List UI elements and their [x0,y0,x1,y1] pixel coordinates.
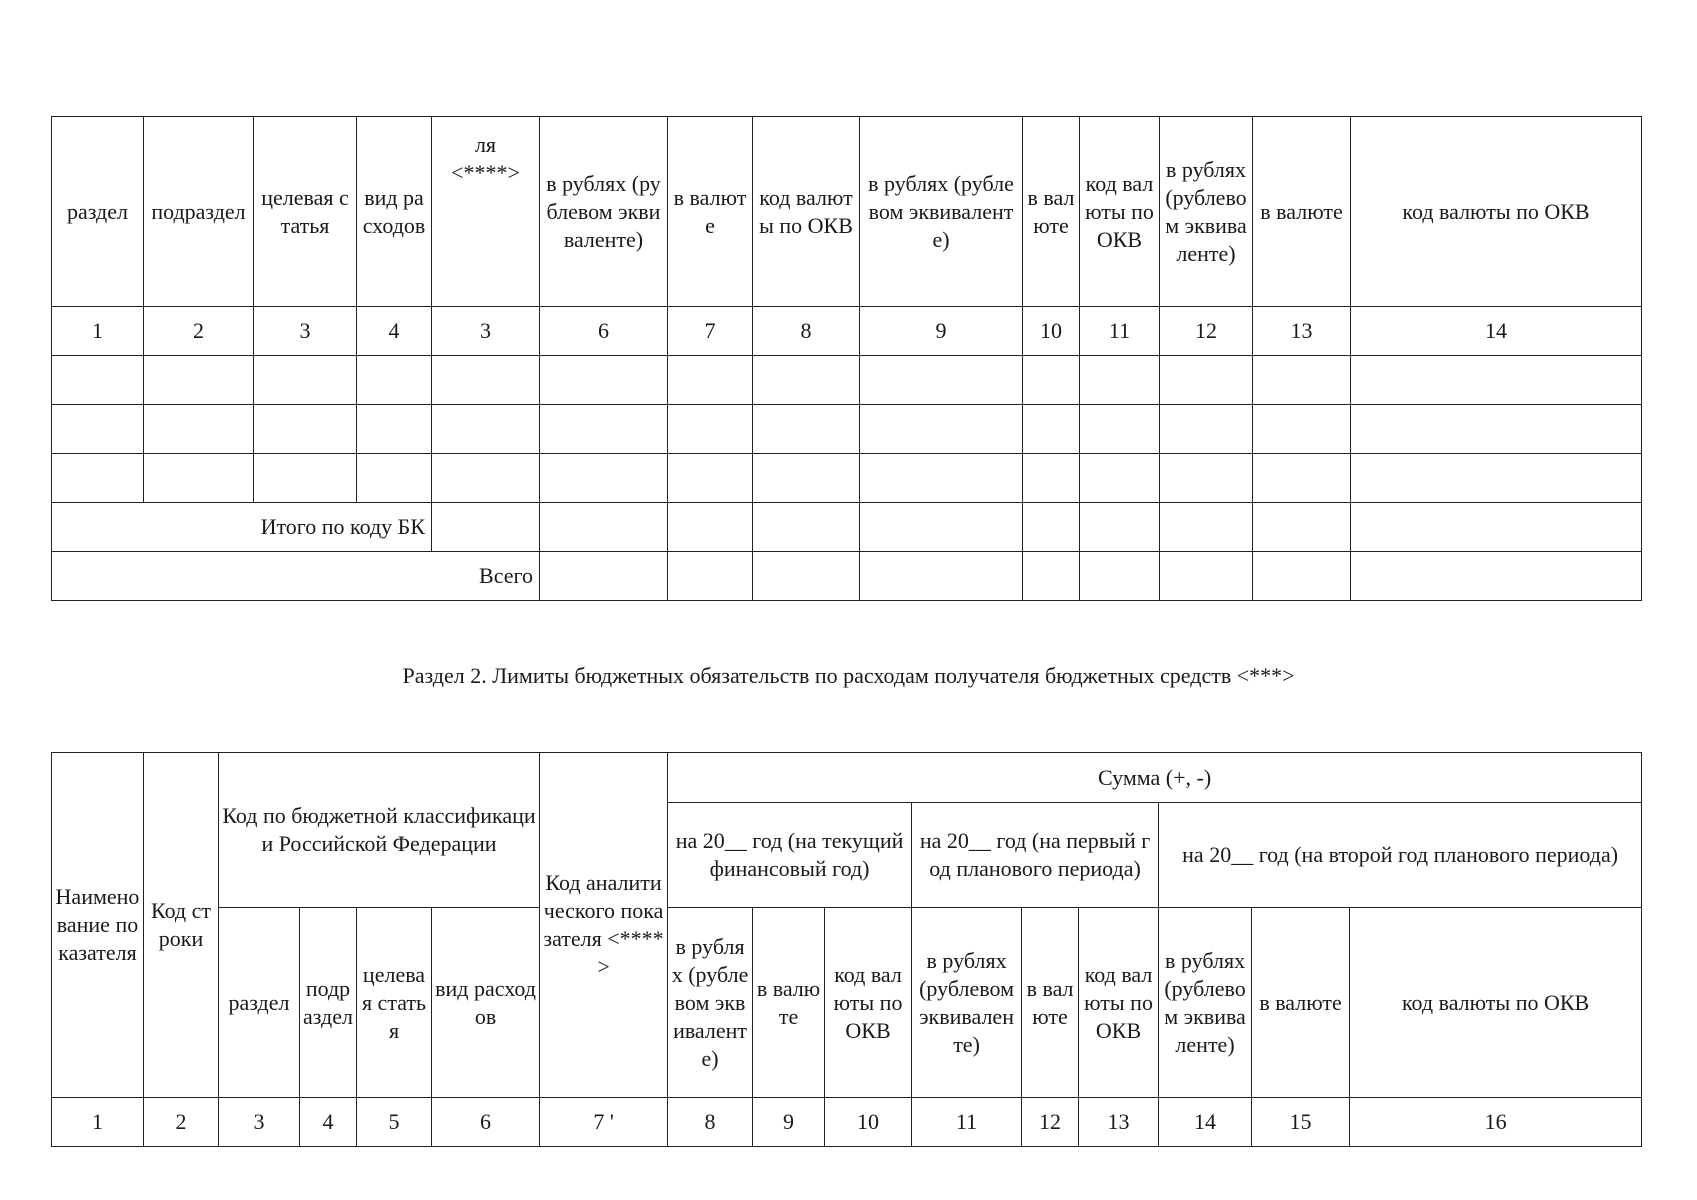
year-header: на 20__ год (на текущий финансовый год) [668,803,912,908]
sub-col-header: код валюты по ОКВ [825,908,912,1098]
number-cell: 3 [432,307,540,356]
number-cell: 2 [144,307,254,356]
header-cell: вид расходов [357,117,432,307]
empty-cell [540,552,668,601]
empty-cell [668,356,753,405]
sub-col-header: в рублях (рублевом эквиваленте) [912,908,1022,1098]
number-cell: 1 [52,307,144,356]
empty-cell [1253,356,1351,405]
number-cell: 14 [1351,307,1642,356]
empty-cell [1253,405,1351,454]
number-cell: 4 [300,1098,357,1147]
number-cell: 2 [144,1098,219,1147]
empty-row [52,356,1642,405]
grand-total-label: Всего [52,552,540,601]
empty-cell [432,454,540,503]
sub-col-header: в валюте [753,908,825,1098]
code-header: Код строки [144,753,219,1098]
empty-cell [1160,552,1253,601]
number-cell: 10 [825,1098,912,1147]
sum-header: Сумма (+, -) [668,753,1642,803]
empty-cell [1160,454,1253,503]
analytic-header: Код аналитического показателя <****> [540,753,668,1098]
empty-cell [357,356,432,405]
header-cell: в валюте [1023,117,1080,307]
year-header: на 20__ год (на первый год планового периода) [912,803,1159,908]
number-cell: 14 [1159,1098,1252,1147]
number-cell: 7 ' [540,1098,668,1147]
number-cell: 12 [1160,307,1253,356]
number-cell: 11 [912,1098,1022,1147]
sub-col-header: в рублях (рублевом эквиваленте) [668,908,753,1098]
empty-cell [860,552,1023,601]
empty-cell [860,503,1023,552]
limits-table-section1 [51,116,1642,601]
empty-cell [1160,405,1253,454]
empty-cell [540,405,668,454]
number-cell: 8 [668,1098,753,1147]
total-bk-row [52,503,1642,552]
empty-row [52,454,1642,503]
empty-cell [668,552,753,601]
empty-cell [753,454,860,503]
empty-cell [254,356,357,405]
number-cell: 13 [1079,1098,1159,1147]
number-cell: 5 [357,1098,432,1147]
empty-cell [357,454,432,503]
sub-col-header: в рублях (рублевом эквиваленте) [1159,908,1252,1098]
empty-cell [540,454,668,503]
number-cell: 3 [219,1098,300,1147]
number-cell: 6 [540,307,668,356]
empty-cell [1160,503,1253,552]
header-cell: в рублях (рублевом эквиваленте) [1160,117,1253,307]
number-cell: 11 [1080,307,1160,356]
number-cell: 10 [1023,307,1080,356]
header-row [52,117,1642,307]
bk-col-header: целевая статья [357,908,432,1098]
header-cell: в валюте [1253,117,1351,307]
empty-cell [432,356,540,405]
total-bk-label: Итого по коду БК [52,503,432,552]
header-cell: в валюте [668,117,753,307]
header-cell: подраздел [144,117,254,307]
empty-cell [860,405,1023,454]
empty-cell [1253,552,1351,601]
header-cell: код валюты по ОКВ [753,117,860,307]
empty-cell [668,405,753,454]
bk-col-header: раздел [219,908,300,1098]
header-row-1 [52,753,1642,803]
header-cell: целевая статья [254,117,357,307]
header-cell: ля <****> [432,117,540,307]
empty-cell [1023,454,1080,503]
limits-table-section2 [51,752,1642,1147]
header-cell: код валюты по ОКВ [1351,117,1642,307]
empty-cell [1253,454,1351,503]
empty-cell [144,405,254,454]
empty-cell [540,356,668,405]
header-cell: в рублях (рублевом эквиваленте) [860,117,1023,307]
empty-cell [52,356,144,405]
number-cell: 4 [357,307,432,356]
empty-cell [254,405,357,454]
sub-col-header: код валюты по ОКВ [1079,908,1159,1098]
number-cell: 16 [1350,1098,1642,1147]
empty-cell [753,405,860,454]
empty-cell [432,503,540,552]
empty-cell [1023,503,1080,552]
empty-cell [1023,552,1080,601]
number-cell: 9 [860,307,1023,356]
empty-row [52,405,1642,454]
empty-cell [1023,405,1080,454]
grand-total-row [52,552,1642,601]
empty-cell [52,405,144,454]
empty-cell [432,405,540,454]
empty-cell [1351,503,1642,552]
empty-cell [144,454,254,503]
empty-cell [668,454,753,503]
number-cell: 1 [52,1098,144,1147]
sub-col-header: в валюте [1252,908,1350,1098]
empty-cell [860,454,1023,503]
empty-cell [1080,356,1160,405]
empty-cell [144,356,254,405]
empty-cell [1080,503,1160,552]
header-row-3 [52,908,1642,1098]
empty-cell [1080,552,1160,601]
empty-cell [1080,454,1160,503]
empty-cell [1351,356,1642,405]
number-cell: 6 [432,1098,540,1147]
number-cell: 8 [753,307,860,356]
empty-cell [1080,405,1160,454]
sub-col-header: в валюте [1022,908,1079,1098]
number-cell: 3 [254,307,357,356]
header-cell: код валюты по ОКВ [1080,117,1160,307]
header-cell: в рублях (рублевом эквиваленте) [540,117,668,307]
section-2-title: Раздел 2. Лимиты бюджетных обязательств по расходам получателя бюджетных средств <***> [402,663,1295,688]
number-cell: 9 [753,1098,825,1147]
empty-cell [753,503,860,552]
empty-cell [1253,503,1351,552]
column-number-row [52,1098,1642,1147]
header-cell: раздел [52,117,144,307]
empty-cell [1351,405,1642,454]
bk-col-header: вид расходов [432,908,540,1098]
empty-cell [254,454,357,503]
number-cell: 13 [1253,307,1351,356]
empty-cell [668,503,753,552]
empty-cell [52,454,144,503]
number-cell: 12 [1022,1098,1079,1147]
empty-cell [1351,552,1642,601]
empty-cell [753,356,860,405]
empty-cell [753,552,860,601]
empty-cell [1351,454,1642,503]
empty-cell [1160,356,1253,405]
name-header: Наименование показателя [52,753,144,1098]
empty-cell [357,405,432,454]
empty-cell [540,503,668,552]
year-header: на 20__ год (на второй год планового периода) [1159,803,1642,908]
number-cell: 7 [668,307,753,356]
sub-col-header: код валюты по ОКВ [1350,908,1642,1098]
column-number-row [52,307,1642,356]
empty-cell [860,356,1023,405]
empty-cell [1023,356,1080,405]
number-cell: 15 [1252,1098,1350,1147]
bk-col-header: подраздел [300,908,357,1098]
bk-group-header: Код по бюджетной классификации Российской Федерации [219,753,540,908]
